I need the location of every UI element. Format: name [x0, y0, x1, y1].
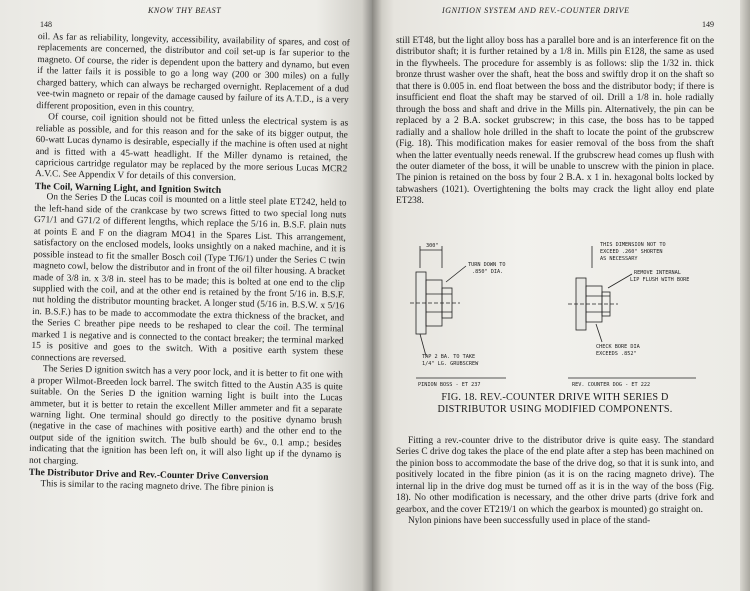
- paragraph: Fitting a rev.-counter drive to the distributor drive is quite easy. The standard Series C drive dog takes the place of the end plate after a step has been machined on the pinion boss to accommodate the base of the drive dog, so that it is sunk into, and positively located in the fibre pinion (as it is on the racing magneto drive). The internal lip in the drive dog must be turned off as it is in the way of the boss (Fig. 18). No other modification is necessary, and the other drive parts (drive fork and gearbox, and the cover ET219/1 on which the gearbox is mounted) go straight on.: [396, 436, 714, 515]
- paragraph: oil. As far as reliability, longevity, accessibility, availability of spares, and cost of replacements are concerned, the distributor and coil set-up is far superior to the magneto. Of course, the rider is dependent upon the battery and dynamo, but even if the latter fails it is possible to go a long way (200 or 300 miles) on a fully charged battery, which can always be recharged overnight. Replacement of a dud vee-twin magneto or repair of the damage caused by failure of its A.T.D., is a very different proposition, even in this country.: [36, 32, 350, 115]
- check-bore-label-2: EXCEEDS .852": [596, 351, 637, 357]
- left-running-header: KNOW THY BEAST: [148, 6, 222, 15]
- figure-caption: [396, 392, 714, 416]
- this-dimension-label-3: AS NECESSARY: [600, 256, 638, 262]
- this-dimension-label-2: EXCEED .260" SHORTEN: [600, 249, 663, 255]
- turn-down-label-2: .850" DIA.: [472, 269, 504, 275]
- fig-18-diagram: [396, 238, 714, 388]
- remove-lip-label-2: LIP FLUSH WITH BORE: [630, 277, 690, 283]
- caption-line: DISTRIBUTOR USING MODIFIED COMPONENTS.: [437, 404, 673, 415]
- paragraph: The Series D ignition switch has a very poor lock, and it is better to fit one with a proper Wilmot-Breeden lock barrel. The switch fitted to the Austin A35 is quite suitable. On the Series D the ignition warning light is built into the Lucas ammeter, but it is better to retain the excellent Miller ammeter and fit a separate warning light. One terminal should go directly to the positive dynamo brush (negative in the case of machines with positive earth) and the other end to the output side of the ignition switch. The bulb should be 6v., 0.1 amp.; besides indicating that the ignition has been left on, it will also light up if the dynamo is not charging.: [28, 364, 343, 467]
- paragraph: Nylon pinions have been successfully used in place of the stand-: [408, 516, 651, 527]
- left-page: [0, 0, 372, 591]
- tap-label-2: 1/4" LG. GRUBSCREW: [422, 361, 479, 367]
- right-body-text-bottom: [396, 436, 714, 528]
- right-body-text-top: [396, 36, 714, 208]
- caption-line: FIG. 18. REV.-COUNTER DRIVE WITH SERIES D: [441, 392, 669, 403]
- dim-label: 300": [426, 243, 439, 249]
- section-heading: The Distributor Drive and Rev.-Counter Drive Conversion: [28, 467, 269, 484]
- paragraph: Of course, coil ignition should not be fitted unless the electrical system is as reliable as possible, and for this reason and for the sake of its bigger output, the 60-watt Lucas dynamo is desirable, especially if the machine is often used at night and is fitted with a 45-watt headlight. If the Miller dynamo is retained, the capricious cartridge regulator may be replaced by the more serious Lucas MCR2 A.V.C. See Appendix V for details of this conversion.: [34, 112, 349, 184]
- right-page-number: 149: [702, 20, 714, 29]
- technical-drawing: [396, 238, 714, 388]
- right-running-header: IGNITION SYSTEM AND REV.-COUNTER DRIVE: [442, 6, 630, 15]
- rev-counter-dog-label: REV. COUNTER DOG - ET 222: [572, 382, 651, 388]
- paragraph: still ET48, but the light alloy boss has a parallel bore and is an interference fit on the distributor shaft; it is further retained by a 1/8 in. Mills pin E128, the same as used in the flywheels. The procedure for assembly is as follows: slip the 1/32 in. thick bronze thrust washer over the shaft, heat the boss and swiftly drop it on the shaft so that there is 0.005 in. end float between the boss and the distributor body; if there is insufficient end float the shaft may be starved of oil. Drill a 1/8 in. hole radially through the boss and shaft and drive in the Mills pin. Alternatively, the pin can be replaced by a 2 B.A. socket grubscrew; in this case, the boss has to be tapped radially and a shallow hole drilled in the shaft to locate the point of the grubscrew (Fig. 18). This modification makes for easier removal of the boss from the shaft when the latter eventually needs renewal. If the grubscrew head comes up flush with the outer diameter of the boss, it will be unable to unscrew with the pinion in place. The pinion is retained on the boss by four 2 B.A. x 1 in. hexagonal bolts locked by tabwashers (1021). Overtightening the bolts may crack the light alloy end plate ET238.: [396, 36, 714, 207]
- check-bore-label: CHECK BORE DIA: [596, 344, 640, 350]
- this-dimension-label: THIS DIMENSION NOT TO: [600, 242, 666, 248]
- right-page: [372, 0, 740, 591]
- paragraph: This is similar to the racing magneto drive. The fibre pinion is: [40, 478, 274, 494]
- remove-lip-label: REMOVE INTERNAL: [634, 270, 681, 276]
- left-page-number: 148: [40, 20, 52, 29]
- book-gutter: [362, 0, 382, 591]
- page-edge: [740, 0, 750, 591]
- paragraph: On the Series D the Lucas coil is mounted on a little steel plate ET242, held to the left-hand side of the crankcase by two screws fitted to two special long nuts G71/1 and G71/2 of different lengths, which replace the 5/16 in. B.S.F. plain nuts at points E and F on the diagram MO41 in the Spares List. This arrangement, satisfactory on the enclosed models, looks unsightly on a naked machine, and it is possible instead to fit the smaller Bosch coil (Type TJ6/1) under the Series C twin magneto cowl, below the distributor and in front of the oil filter housing. A bracket made of 3/8 in. x 3/8 in. steel has to be made; this is bolted at one end to the clip supplied with the coil, and at the other end is retained by the front 5/16 in. B.S.F. nut holding the distributor mounting bracket. A longer stud (5/16 in. B.S.W. x 5/16 in. B.S.F.) has to be made to accommodate the extra thickness of the bracket, and the Series C breather pipe needs to be reshaped to clear the coil. The terminal marked 1 is negative and is connected to the contact breaker; the terminal marked 15 is positive and goes to the switch. With a positive earth system these connections are reversed.: [31, 192, 347, 365]
- turn-down-label: TURN DOWN TO: [468, 262, 506, 268]
- left-body-text: [28, 32, 350, 497]
- section-heading: The Coil, Warning Light, and Ignition Switch: [34, 180, 222, 196]
- pinion-boss-label: PINION BOSS - ET 237: [418, 382, 481, 388]
- tap-label: TAP 2 BA. TO TAKE: [422, 354, 476, 360]
